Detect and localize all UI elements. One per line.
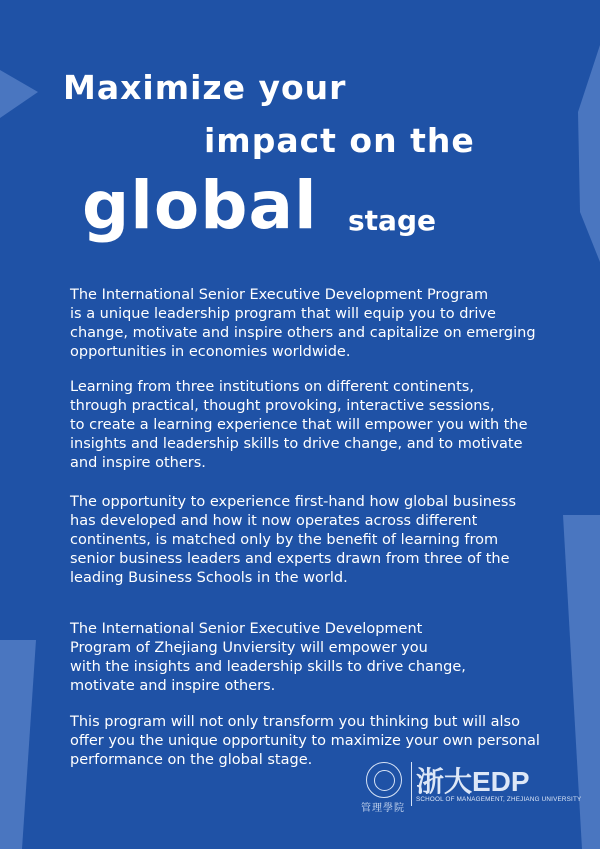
paragraph-line: insights and leadership skills to drive change, and to motivate	[70, 436, 523, 452]
paragraph-learning	[70, 378, 550, 473]
brand-name: 浙大EDP	[416, 766, 530, 797]
paragraph-line: The opportunity to experience first-hand how global business	[70, 494, 517, 510]
paragraph-line: and inspire others.	[70, 455, 206, 471]
paragraph-line: with the insights and leadership skills to drive change,	[70, 659, 466, 675]
paragraph-line: offer you the unique opportunity to maximize your own personal	[70, 733, 540, 749]
brand-subtitle: SCHOOL OF MANAGEMENT, ZHEJIANG UNIVERSITY	[416, 796, 582, 803]
university-seal-icon	[366, 762, 402, 798]
paragraph-line: performance on the global stage.	[70, 752, 313, 768]
paragraph-opportunity	[70, 493, 550, 588]
school-name-cn: 管理學院	[361, 803, 405, 814]
headline-line-3: global	[82, 167, 318, 244]
left-lower-band	[0, 640, 36, 849]
paragraph-line: This program will not only transform you thinking but will also	[70, 714, 520, 730]
paragraph-line: motivate and inspire others.	[70, 678, 276, 694]
headline-line-4: stage	[348, 204, 436, 237]
right-top-band	[578, 45, 600, 262]
paragraph-line: Learning from three institutions on different continents,	[70, 379, 474, 395]
paragraph-line: continents, is matched only by the benefit of learning from	[70, 532, 499, 548]
paragraph-line: opportunities in economies worldwide.	[70, 344, 351, 360]
paragraph-line: to create a learning experience that will empower you with the	[70, 417, 528, 433]
paragraph-line: senior business leaders and experts drawn from three of the	[70, 551, 510, 567]
paragraph-intro	[70, 286, 550, 362]
headline-line-1: Maximize your	[63, 68, 347, 107]
logo	[356, 756, 582, 814]
paragraph-line: has developed and how it now operates across different	[70, 513, 478, 529]
paragraph-line: The International Senior Executive Development	[70, 621, 423, 637]
headline-line-2: impact on the	[204, 121, 475, 160]
paragraph-line: through practical, thought provoking, interactive sessions,	[70, 398, 495, 414]
paragraph-line: The International Senior Executive Development Program	[70, 287, 489, 303]
logo-divider	[411, 762, 412, 806]
top-left-triangle	[0, 70, 38, 118]
paragraph-line: change, motivate and inspire others and capitalize on emerging	[70, 325, 536, 341]
paragraph-zhejiang	[70, 620, 550, 696]
paragraph-line: leading Business Schools in the world.	[70, 570, 348, 586]
paragraph-line: is a unique leadership program that will equip you to drive	[70, 306, 496, 322]
paragraph-line: Program of Zhejiang Unviersity will empower you	[70, 640, 428, 656]
